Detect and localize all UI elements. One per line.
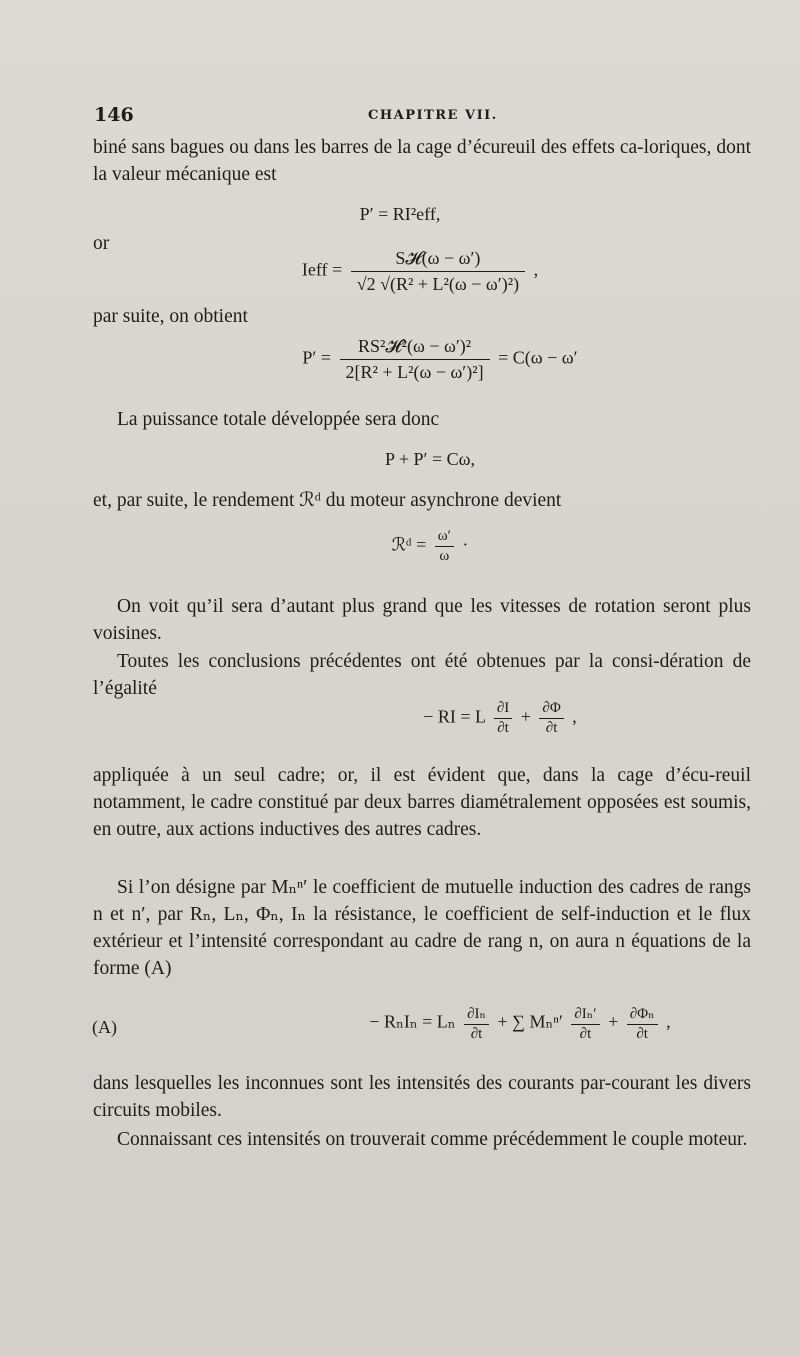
equation-2-fraction [351, 248, 525, 295]
equation-5-lhs: ℛᵈ = [391, 534, 427, 555]
word-or: or [93, 233, 110, 254]
equation-3-denominator: 2[R² + L²(ω − ω′)²] [345, 362, 484, 382]
equation-4: P + P′ = Cω, [385, 449, 475, 469]
paragraph-3: La puissance totale développée sera donc [117, 409, 440, 430]
equation-a-tail: , [666, 1011, 671, 1032]
equation-2 [0, 248, 800, 295]
paragraph-10: Connaissant ces intensités on trouverait comme précédemment le couple moteur. [117, 1129, 748, 1150]
equation-a-fraction-3 [627, 1004, 658, 1043]
equation-a-fraction-2-numerator: ∂Iₙ′ [571, 1004, 599, 1025]
equation-a-fraction-1 [464, 1004, 489, 1043]
equation-a-fraction-2-denominator: ∂t [579, 1026, 592, 1042]
equation-3-fraction [340, 336, 490, 383]
equation-a-sum-term: + ∑ Mₙⁿ′ [497, 1011, 563, 1032]
paragraph-4: et, par suite, le rendement ℛᵈ du moteur asynchrone devient [93, 490, 562, 511]
equation-6-fraction-2 [539, 700, 563, 737]
equation-5 [0, 528, 800, 565]
equation-a [0, 1004, 800, 1043]
equation-6-fraction-2-numerator: ∂Φ [539, 700, 563, 719]
equation-3-numerator: RS²𝓗²(ω − ω′)² [340, 336, 490, 360]
equation-a-lhs: − RₙIₙ = Lₙ [369, 1011, 456, 1032]
equation-5-denominator: ω [439, 548, 450, 564]
equation-1: P′ = RI²eff, [359, 204, 441, 224]
equation-2-lhs: Ieff = [301, 259, 343, 280]
paragraph-8: Si l’on désigne par Mₙⁿ′ le coefficient de mutuelle induction des cadres de rangs n et n′, par Rₙ, Lₙ, Φₙ, Iₙ la résistance, le coefficient de self-induction et le flux extérieur et l’intensité correspondant au cadre de rang n, on aura n équations de la forme (A) [93, 877, 751, 979]
equation-a-fraction-1-numerator: ∂Iₙ [464, 1004, 489, 1025]
equation-6-fraction-1 [494, 700, 512, 737]
equation-6-fraction-1-denominator: ∂t [497, 720, 509, 736]
equation-6 [0, 700, 800, 737]
equation-a-fraction-2 [571, 1004, 599, 1043]
equation-2-numerator: S𝓗(ω − ω′) [351, 248, 525, 272]
paragraph-5: On voit qu’il sera d’autant plus grand que les vitesses de rotation seront plus voisines. [93, 596, 751, 644]
equation-2-tail: , [533, 259, 539, 280]
paragraph-1: biné sans bagues ou dans les barres de la cage d’écureuil des effets ca-loriques, dont la valeur mécanique est [93, 137, 751, 185]
equation-3-lhs: P′ = [302, 347, 332, 368]
equation-6-tail: , [572, 706, 577, 727]
equation-a-label: (A) [92, 1017, 117, 1037]
equation-2-denominator: √2 √(R² + L²(ω − ω′)²) [356, 274, 520, 294]
equation-6-plus: + [520, 706, 531, 727]
equation-6-fraction-1-numerator: ∂I [494, 700, 512, 719]
equation-5-numerator: ω′ [435, 528, 454, 547]
equation-3-rhs: = C(ω − ω′ [498, 347, 578, 368]
equation-5-fraction [435, 528, 454, 565]
paragraph-2: par suite, on obtient [93, 306, 248, 327]
equation-3 [0, 336, 800, 383]
equation-a-fraction-3-denominator: ∂t [636, 1026, 648, 1042]
running-head: CHAPITRE VII. [368, 108, 498, 123]
paragraph-6: Toutes les conclusions précédentes ont été obtenues par la consi-dération de l’égalité [93, 651, 751, 699]
equation-a-plus: + [608, 1011, 619, 1032]
equation-6-fraction-2-denominator: ∂t [545, 720, 558, 736]
equation-5-tail: · [462, 534, 469, 555]
paragraph-7: appliquée à un seul cadre; or, il est évident que, dans la cage d’écu-reuil notamment, le cadre constitué par deux barres diamétralement opposées est soumis, en outre, aux actions inductives des autres cadres. [93, 765, 751, 840]
page-number: 146 [94, 104, 134, 126]
equation-a-fraction-1-denominator: ∂t [470, 1026, 483, 1042]
paragraph-9: dans lesquelles les inconnues sont les intensités des courants par-courant les divers circuits mobiles. [93, 1073, 751, 1121]
equation-a-fraction-3-numerator: ∂Φₙ [627, 1004, 658, 1025]
equation-6-lhs: − RI = L [423, 706, 486, 727]
